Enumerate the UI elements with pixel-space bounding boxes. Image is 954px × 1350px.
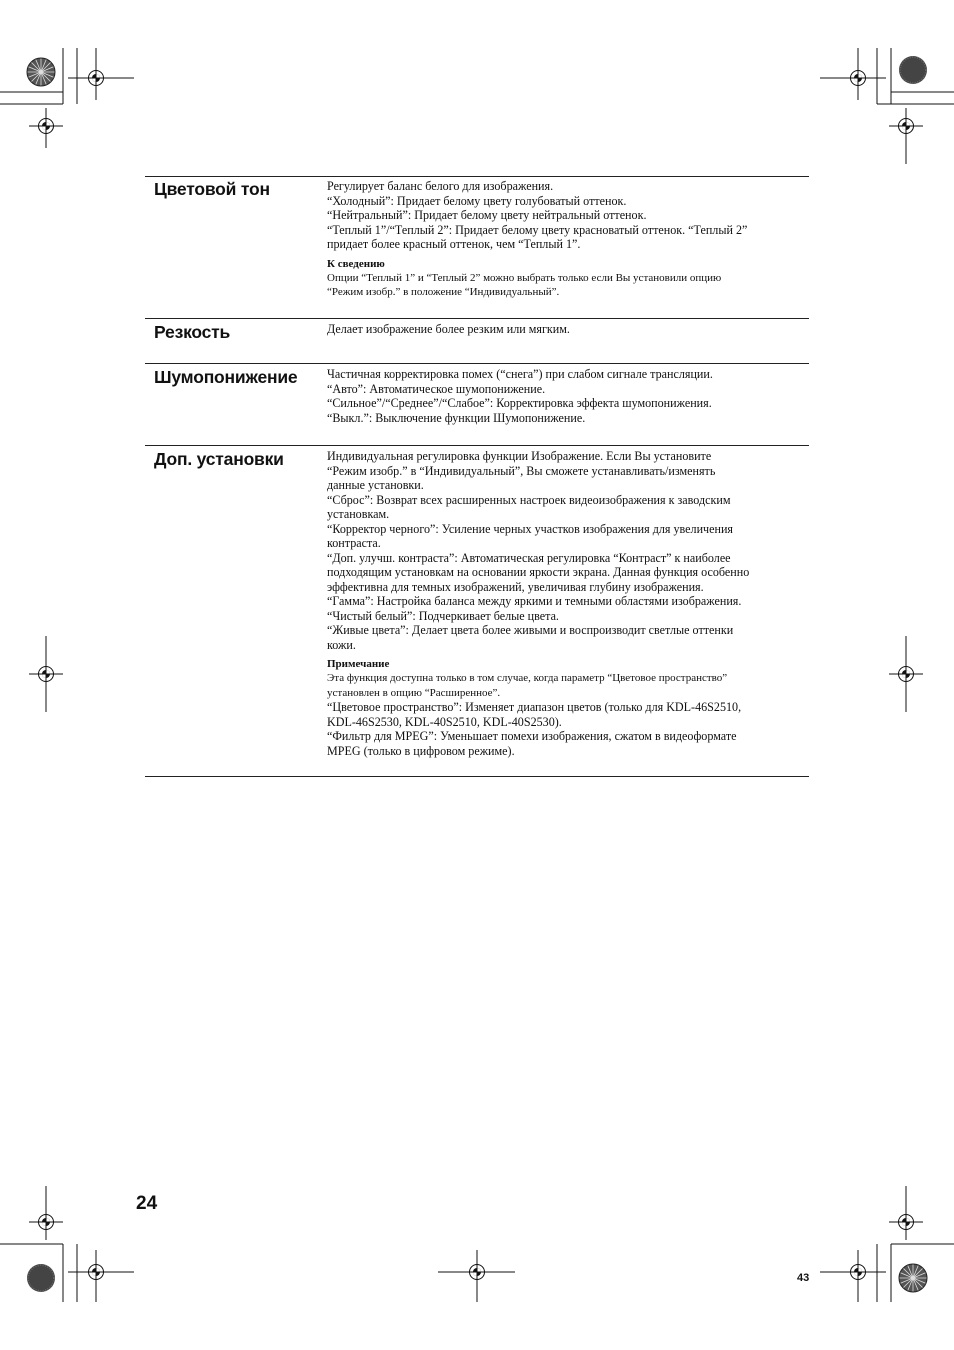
description-line: “Сильное”/“Среднее”/“Слабое”: Корректировка эффекта шумопонижения. [327, 396, 712, 410]
description-line: “Выкл.”: Выключение функции Шумопонижение. [327, 410, 586, 425]
description-line: кожи. [327, 637, 356, 652]
note-line: Опции “Теплый 1” и “Теплый 2” можно выбрать только если Вы установили опцию [327, 271, 722, 284]
description-line: “Цветовое пространство”: Изменяет диапазон цветов (только для KDL-46S2510, [327, 700, 742, 714]
description-sharpness [327, 322, 809, 337]
description-line: “Корректор черного”: Усиление черных участков изображения для увеличения [327, 521, 733, 536]
term-advanced-settings: Доп. установки [154, 449, 284, 469]
note-line: Эта функция доступна только в том случае, когда параметр “Цветовое пространство” [327, 672, 728, 684]
description-line: “Сброс”: Возврат всех расширенных настроек видеоизображения к заводским [327, 492, 731, 507]
description-line: “Доп. улучш. контраста”: Автоматическая регулировка “Контраст” к наиболее [327, 550, 731, 565]
description-noise-reduction [327, 367, 809, 425]
section-divider [145, 318, 809, 319]
description-line: Частичная корректировка помех (“снега”) при слабом сигнале трансляции. [327, 367, 713, 381]
description-line: Регулирует баланс белого для изображения. [327, 179, 554, 193]
description-line: Делает изображение более резким или мягким. [327, 322, 570, 336]
section-divider [145, 363, 809, 364]
description-line: “Теплый 1”/“Теплый 2”: Придает белому цвету красноватый оттенок. “Теплый 2” [327, 222, 748, 237]
sheet-number: 43 [797, 1272, 810, 1284]
section-divider [145, 776, 809, 777]
section-divider [145, 176, 809, 177]
description-line: данные установки. [327, 478, 424, 492]
description-line: “Фильтр для MPEG”: Уменьшает помехи изображения, сжатом в видеоформате [327, 729, 737, 743]
description-line: “Холодный”: Придает белому цвету голубоватый оттенок. [327, 193, 627, 208]
term-noise-reduction: Шумопонижение [154, 367, 298, 387]
description-line: придает более красный оттенок, чем “Теплый 1”. [327, 237, 581, 251]
description-line: Индивидуальная регулировка функции Изображение. Если Вы установите [327, 449, 712, 463]
description-line: “Живые цвета”: Делает цвета более живыми и воспроизводит светлые оттенки [327, 623, 734, 637]
note-title: Примечание [327, 658, 390, 670]
description-line: “Чистый белый”: Подчеркивает белые цвета. [327, 608, 559, 623]
description-line: эффективна для темных изображений, увеличивая глубину изображения. [327, 579, 704, 594]
description-line: “Режим изобр.” в “Индивидуальный”, Вы сможете устанавливать/изменять [327, 463, 716, 478]
note-line: “Режим изобр.” в положение “Индивидуальный”. [327, 286, 560, 298]
description-line: установкам. [327, 507, 390, 521]
description-line: подходящим установкам на основании яркости экрана. Данная функция особенно [327, 565, 750, 579]
description-line: “Авто”: Автоматическое шумопонижение. [327, 381, 546, 396]
note-title: К сведению [327, 257, 385, 270]
description-line: “Нейтральный”: Придает белому цвету нейтральный оттенок. [327, 208, 647, 222]
description-line: “Гамма”: Настройка баланса между яркими и темными областями изображения. [327, 594, 742, 608]
description-line: KDL-46S2530, KDL-40S2510, KDL-40S2530). [327, 714, 562, 729]
description-color-tone [327, 179, 809, 300]
description-advanced-settings [327, 449, 809, 758]
description-line: MPEG (только в цифровом режиме). [327, 743, 515, 758]
section-divider [145, 445, 809, 446]
description-line: контраста. [327, 536, 381, 550]
term-sharpness: Резкость [154, 322, 231, 342]
note-line: установлен в опцию “Расширенное”. [327, 686, 501, 699]
page-number: 24 [136, 1193, 158, 1214]
term-color-tone: Цветовой тон [154, 179, 270, 199]
